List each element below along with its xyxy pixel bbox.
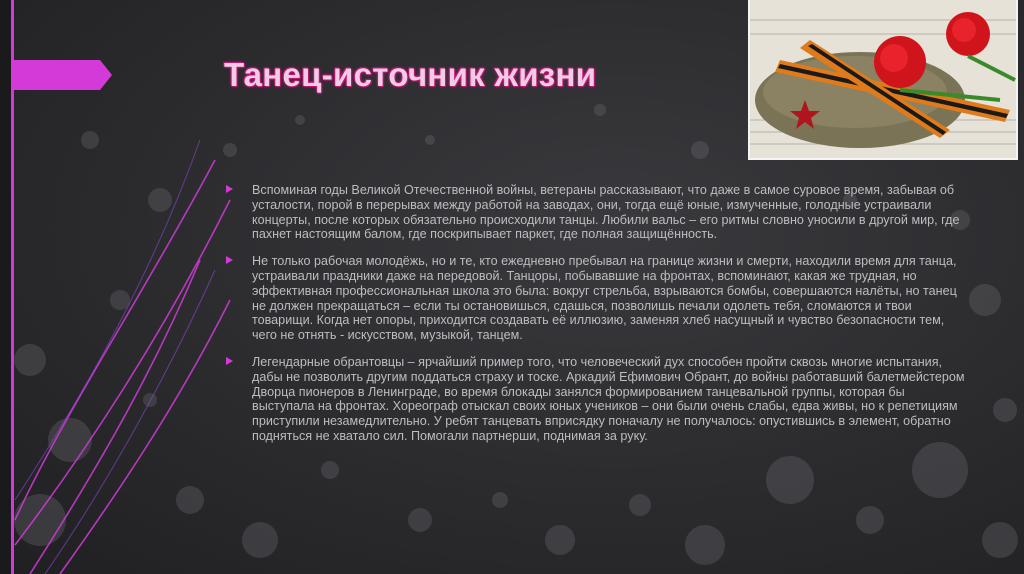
bullet-icon xyxy=(226,357,233,365)
slide-title: Танец-источник жизни xyxy=(224,56,597,93)
paragraph-1-text: Вспоминая годы Великой Отечественной войны, ветераны рассказывают, что даже в самое суровое время, забывая об усталости, порой в перерывах между работой на заводах, они, тогда ещё юные, измученные, голодные устраивали концерты, после которых обязательно происходили танцы. Любили вальс – его ритмы словно уносили в другой мир, где пахнет настоящим балом, где поскрипывает паркет, где полная защищённость. xyxy=(252,183,960,242)
paragraph-2 xyxy=(226,254,966,343)
bullet-icon xyxy=(226,256,233,264)
slide-body xyxy=(226,183,966,456)
victory-day-cap-with-carnations-image xyxy=(748,0,1018,160)
paragraph-2-text: Не только рабочая молодёжь, но и те, кто ежедневно пребывал на границе жизни и смерти, находили время для танца, устраивали праздники даже на передовой. Танцоры, побывавшие на фронтах, вспоминают, какая же трудная, но эффективная профессиональная школа это была: вокруг стрельба, взрываются бомбы, совершаются налёты, но танец не должен прекращаться – если ты остановишься, сдашься, позволишь печали одолеть тебя, сломаются и твои товарищи. Когда нет опоры, приходится создавать её иллюзию, заменяя хлеб насущный и чувство безопасности тем, чего не отнять - искусством, музыкой, танцем. xyxy=(252,254,957,343)
accent-arrow-tab xyxy=(12,60,112,90)
bullet-icon xyxy=(226,185,233,193)
paragraph-1 xyxy=(226,183,966,242)
paragraph-3 xyxy=(226,355,966,444)
paragraph-3-text: Легендарные обрантовцы – ярчайший пример того, что человеческий дух способен пройти сквозь многие испытания, дабы не позволить другим поддаться страху и тоске. Аркадий Ефимович Обрант, до войны работавший балетмейстером Дворца пионеров в Ленинграде, во время блокады занялся формированием танцевальной группы, которая бы выступала на фронтах. Хореограф отыскал своих юных учеников – они были очень слабы, едва живы, но к репетициям приступили незамедлительно. У ребят танцевать вприсядку поначалу не получалось: опустившись в элемент, обратно подняться не хватало сил. Помогали партнерши, поднимая за руку. xyxy=(252,354,965,443)
